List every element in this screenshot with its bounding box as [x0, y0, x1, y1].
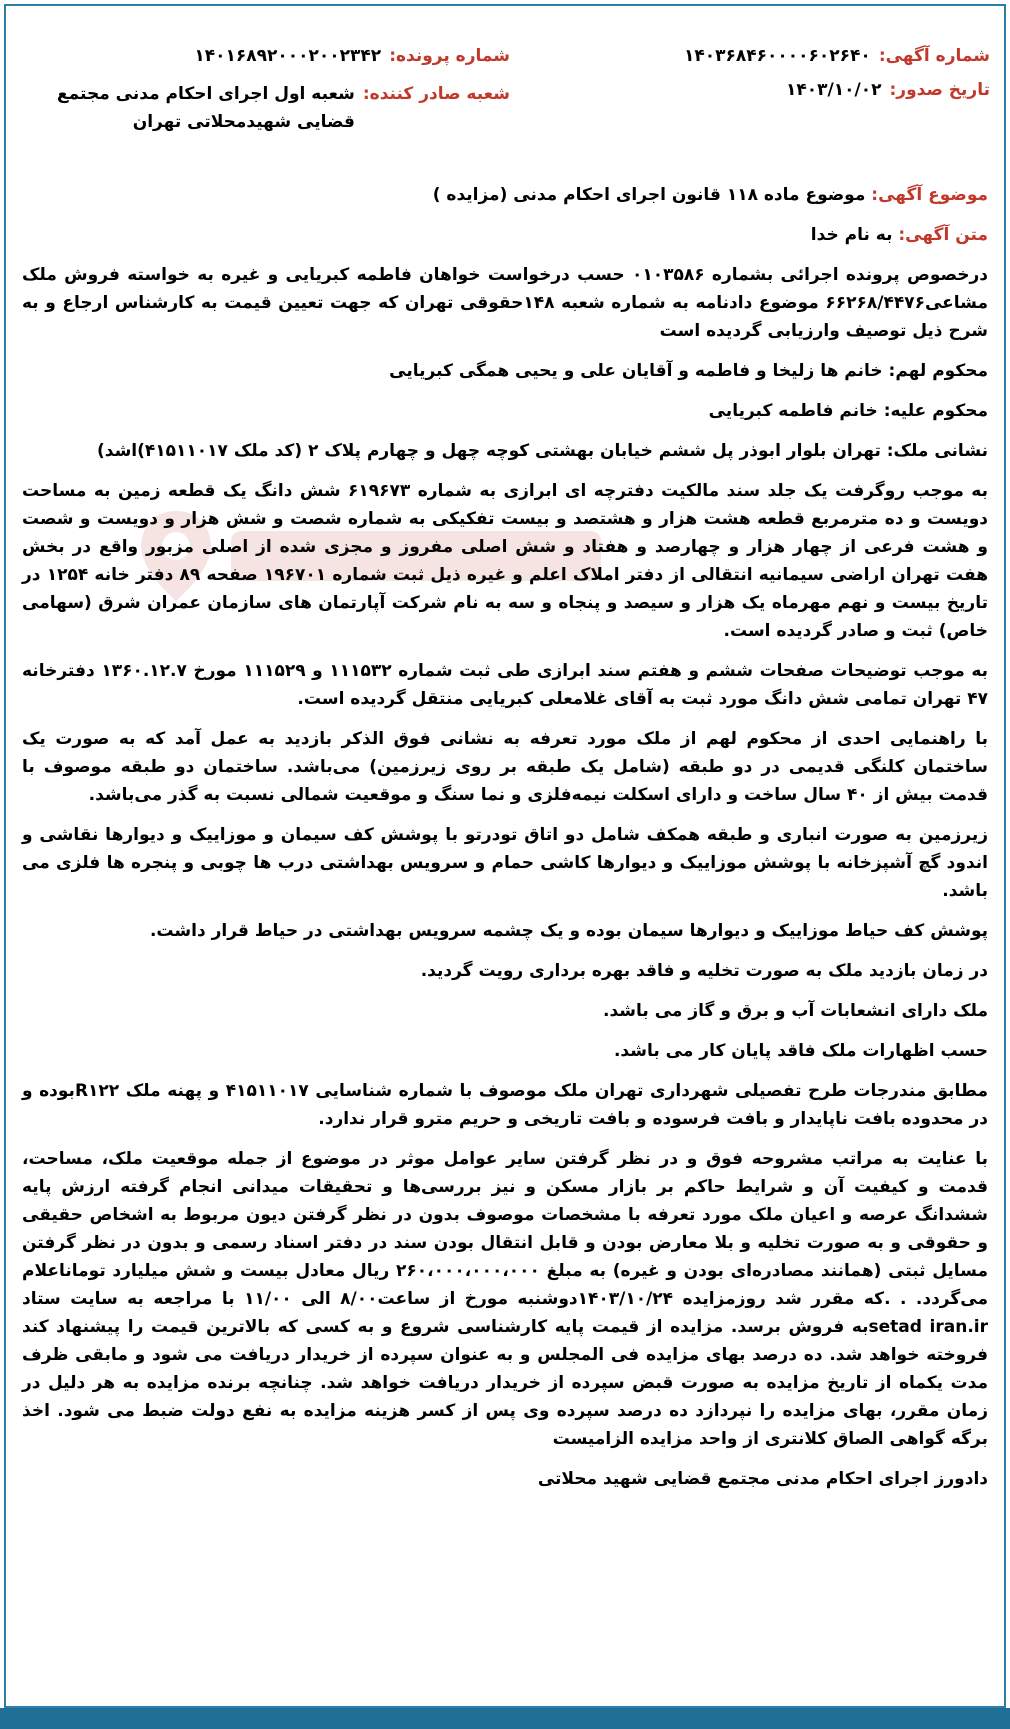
paragraph-inspection: با راهنمایی احدی از محکوم لهم از ملک مورد تعرفه به نشانی فوق الذکر بازدید به عمل آمد که به صورت یک ساختمان کلنگی قدیمی در دو طبقه (شامل یک طبقه بر روی زیرزمین) می‌باشد. ساختمان دو طبقه موصوف با قدمت بیش از ۴۰ سال ساخت و دارای اسکلت نیمه‌فلزی و نما سنگ و موقعیت شمالی نسبت به گذر می‌باشد.	[22, 729, 988, 805]
notice-frame	[4, 4, 1006, 1708]
notice-number	[540, 46, 990, 66]
issuer	[20, 80, 510, 136]
paragraph-yard: پوشش کف حیاط موزاییک و دیوارها سیمان بوده و یک چشمه سرویس بهداشتی در حیاط قرار داشت.	[149, 921, 988, 941]
text-label: متن آگهی:	[898, 225, 988, 245]
case-number-label: شماره پرونده:	[389, 46, 510, 66]
paragraph-defendant: محکوم علیه: خانم فاطمه کبریایی	[708, 401, 988, 421]
case-number-value: ۱۴۰۱۶۸۹۲۰۰۰۲۰۰۲۳۴۲	[194, 46, 382, 66]
header-row-1	[20, 46, 990, 66]
paragraph-basement: زیرزمین به صورت انباری و طبقه همکف شامل دو اتاق تودرتو با پوشش کف سیمان و موزاییک و دیوارها نقاشی و اندود گچ آشپزخانه با پوشش موزاییک و دیوارها کاشی حمام و سرویس بهداشتی درب ها چوبی و پنجره ها فلزی می باشد.	[22, 825, 988, 901]
paragraph-utilities: ملک دارای انشعابات آب و برق و گاز می باشد.	[603, 1001, 988, 1021]
paragraph-deed: به موجب روگرفت یک جلد سند مالکیت دفترچه ای ابرازی به شماره ۶۱۹۶۷۳ شش دانگ یک قطعه زمین به مساحت دویست و ده مترمربع قطعه هشت هزار و هشتصد و بیست تفکیکی به شماره شصت و شش هزار و دویست و شصت و هشت فرعی از چهار هزار و چهارصد و هفتاد و شش اصلی مفروز و مجزی شده از اصلی مزبور واقع در بخش هفت تهران اراضی سیمانیه انتقالی از دفتر املاک اعلم و غیره ذیل ثبت شماره ۱۹۶۷۰۱ صفحه ۸۹ دفتر خانه ۱۲۵۴ در تاریخ بیست و نهم مهرماه یک هزار و سیصد و پنجاه و سه به نام شرکت آپارتمان های سازمان عمران شرق (سهامی خاص) ثبت و صادر گردیده است.	[22, 481, 988, 641]
issue-date-value: ۱۴۰۳/۱۰/۰۲	[786, 80, 882, 100]
subject-value: موضوع ماده ۱۱۸ قانون اجرای احکام مدنی (مزایده )	[432, 185, 866, 205]
notice-body	[22, 181, 988, 1505]
issuer-label: شعبه صادر کننده:	[362, 84, 510, 104]
text-line	[22, 221, 988, 249]
subject-label: موضوع آگهی:	[871, 185, 988, 205]
bottom-bar	[0, 1708, 1010, 1729]
issue-date	[540, 80, 990, 100]
text-intro: به نام خدا	[810, 225, 893, 245]
paragraph-beneficiaries: محکوم لهم: خانم ها زلیخا و فاطمه و آقایان علی و یحیی همگی کبریایی	[389, 361, 988, 381]
paragraph-signature: دادورز اجرای احکام مدنی مجتمع قضایی شهید محلاتی	[537, 1469, 988, 1489]
paragraph-completion: حسب اظهارات ملک فاقد پایان کار می باشد.	[613, 1041, 988, 1061]
notice-number-label: شماره آگهی:	[878, 46, 990, 66]
subject-line	[22, 181, 988, 209]
paragraph-zoning: مطابق مندرجات طرح تفصیلی شهرداری تهران ملک موصوف با شماره شناسایی ۴۱۵۱۱۰۱۷ و پهنه ملک R۱۲۲بوده و در محدوده بافت ناپایدار و بافت فرسوده و بافت تاریخی و حریم مترو قرار ندارد.	[22, 1081, 988, 1129]
case-number	[20, 46, 510, 66]
issue-date-label: تاریخ صدور:	[889, 80, 990, 100]
paragraph-address: نشانی ملک: تهران بلوار ابوذر پل ششم خیابان بهشتی کوچه چهل و چهارم پلاک ۲ (کد ملک ۴۱۵۱۱۰۱۷)اشد)	[96, 441, 988, 461]
header-row-2	[20, 80, 990, 136]
paragraph-valuation: با عنایت به مراتب مشروحه فوق و در نظر گرفتن سایر عوامل موثر در موضوع از جمله موقعیت ملک، مساحت، قدمت و کیفیت آن و شرایط حاکم بر بازار مسکن و نیز بررسی‌ها و تحقیقات میدانی انجام گرفته ارزش پایه ششدانگ عرصه و اعیان ملک مورد تعرفه با مشخصات موصوف بدون در نظر گرفتن دیون مربوط به اشخاص حقیقی و حقوقی و به صورت تخلیه و بلا معارض بودن و قابل انتقال بودن سند در دفتر اسناد رسمی و بدون در نظر گرفتن مسایل ثبتی (همانند مصادره‌ای بودن و غیره) به مبلغ ۲۶۰،۰۰۰،۰۰۰،۰۰۰ ریال معادل بیست و شش میلیارد توماناعلام می‌گردد. . .که مقرر شد روزمزایده ۱۴۰۳/۱۰/۲۴دوشنبه مورخ از ساعت۸/۰۰ الی ۱۱/۰۰ با مراجعه به سایت ستاد setad iran.irبه فروش برسد. مزایده از قیمت پایه کارشناسی شروع و به کسی که بالاترین قیمت را پیشنهاد کند فروخته خواهد شد. ده درصد بهای مزایده فی المجلس و به عنوان سپرده از خریدار دریافت می شود و مابقی ظرف مدت یکماه از تاریخ مزایده به صورت قبض سپرده از خریدار دریافت خواهد شد. چنانچه برنده مزایده به هر دلیل در زمان مقرر، بهای مزایده را نپردازد ده درصد سپرده وی پس از کسر هزینه مزایده به نفع دولت ضبط می شود. اخذ برگه گواهی الصاق کلانتری از واحد مزایده الزامیست	[22, 1149, 988, 1449]
notice-number-value: ۱۴۰۳۶۸۴۶۰۰۰۰۶۰۲۶۴۰	[684, 46, 871, 66]
notice-header	[20, 46, 990, 150]
paragraph-transfer: به موجب توضیحات صفحات ششم و هفتم سند ابرازی طی ثبت شماره ۱۱۱۵۳۲ و ۱۱۱۵۲۹ مورخ ۱۳۶۰.۱۲.۷ دفترخانه ۴۷ تهران تمامی شش دانگ مورد ثبت به آقای غلامعلی کبریایی منتقل گردیده است.	[22, 661, 989, 709]
paragraph-vacant: در زمان بازدید ملک به صورت تخلیه و فاقد بهره برداری رویت گردید.	[420, 961, 988, 981]
issuer-value: شعبه اول اجرای احکام مدنی مجتمع قضایی شهیدمحلاتی تهران	[57, 84, 355, 132]
paragraph-request: درخصوص پرونده اجرائی بشماره ۰۱۰۳۵۸۶ حسب درخواست خواهان فاطمه کبریایی و غیره به خواسته فروش ملک مشاعی۶۶۲۶۸/۴۴۷۶ موضوع دادنامه به شماره شعبه ۱۴۸حقوقی تهران که جهت تعیین قیمت به کارشناس ارجاع و به شرح ذیل توصیف وارزیابی گردیده است	[22, 265, 988, 341]
